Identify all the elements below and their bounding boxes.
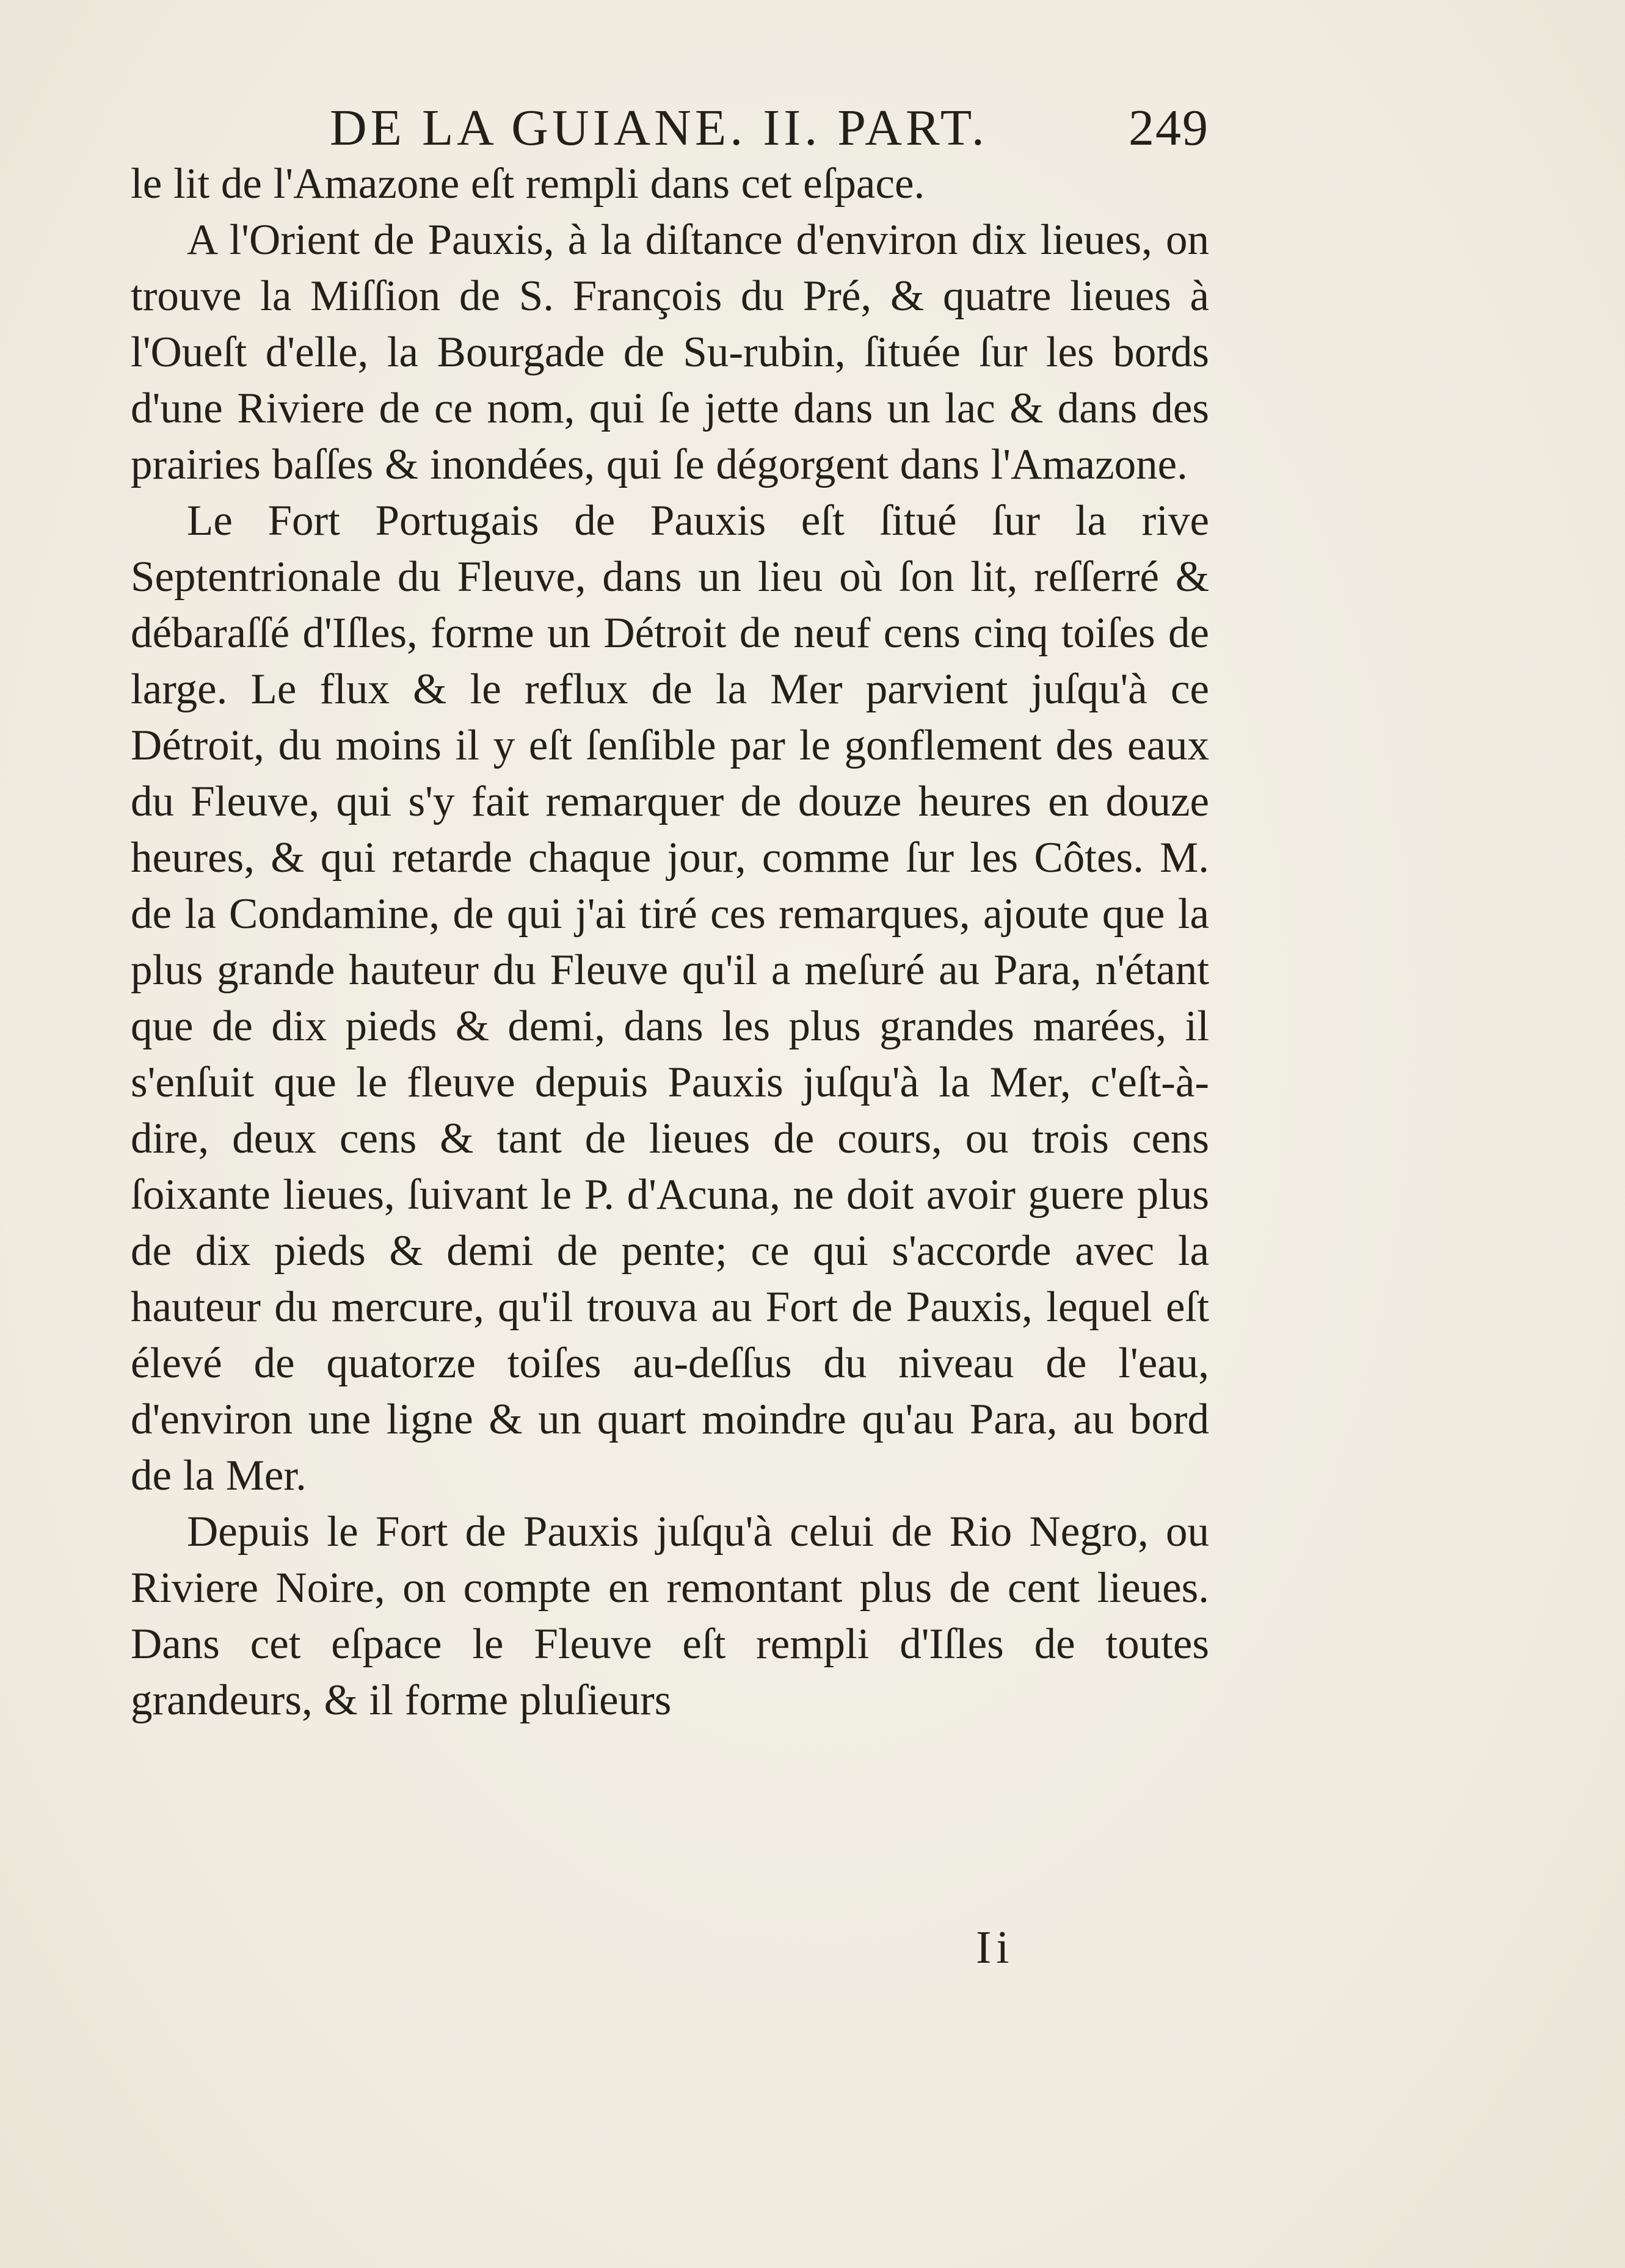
body-text xyxy=(131,156,1209,1728)
paragraph-pauxis-east: A l'Orient de Pauxis, à la diſtance d'environ dix lieues, on trouve la Miſſion de S. François du Pré, & quatre lieues à l'Oueſt d'elle, la Bourgade de Su-rubin, ſituée ſur les bords d'une Riviere de ce nom, qui ſe jette dans un lac & dans des prairies baſſes & inondées, qui ſe dégorgent dans l'Amazone. xyxy=(131,216,1209,488)
page-header xyxy=(330,92,1209,165)
paragraph-fort-portugais: Le Fort Portugais de Pauxis eſt ſitué ſur la rive Septentrionale du Fleuve, dans un lieu où ſon lit, reſſerré & débaraſſé d'Iſles, forme un Détroit de neuf cens cinq toiſes de large. Le flux & le reflux de la Mer parvient juſqu'à ce Détroit, du moins il y eſt ſenſible par le gonflement des eaux du Fleuve, qui s'y fait remarquer de douze heures en douze heures, & qui retarde chaque jour, comme ſur les Côtes. M. de la Condamine, de qui j'ai tiré ces remarques, ajoute que la plus grande hauteur du Fleuve qu'il a meſuré au Para, n'étant que de dix pieds & demi, dans les plus grandes marées, il s'enſuit que le fleuve depuis Pauxis juſqu'à la Mer, c'eſt-à-dire, deux cens & tant de lieues de cours, ou trois cens ſoixante lieues, ſuivant le P. d'Acuna, ne doit avoir guere plus de dix pieds & demi de pente; ce qui s'accorde avec la hauteur du mercure, qu'il trouva au Fort de Pauxis, lequel eſt élevé de quatorze toiſes au-deſſus du niveau de l'eau, d'environ une ligne & un quart moindre qu'au Para, au bord de la Mer. xyxy=(131,497,1209,1499)
paragraph-rio-negro: Depuis le Fort de Pauxis juſqu'à celui de Rio Negro, ou Riviere Noire, on compte en remontant plus de cent lieues. Dans cet eſpace le Fleuve eſt rempli d'Iſles de toutes grandeurs, & il forme pluſieurs xyxy=(131,1508,1209,1724)
paragraph-continuation: le lit de l'Amazone eſt rempli dans cet eſpace. xyxy=(131,160,925,208)
running-head: DE LA GUIANE. II. PART. xyxy=(330,100,988,156)
signature-mark: Ii xyxy=(976,1922,1014,1973)
page-number: 249 xyxy=(1129,100,1209,156)
